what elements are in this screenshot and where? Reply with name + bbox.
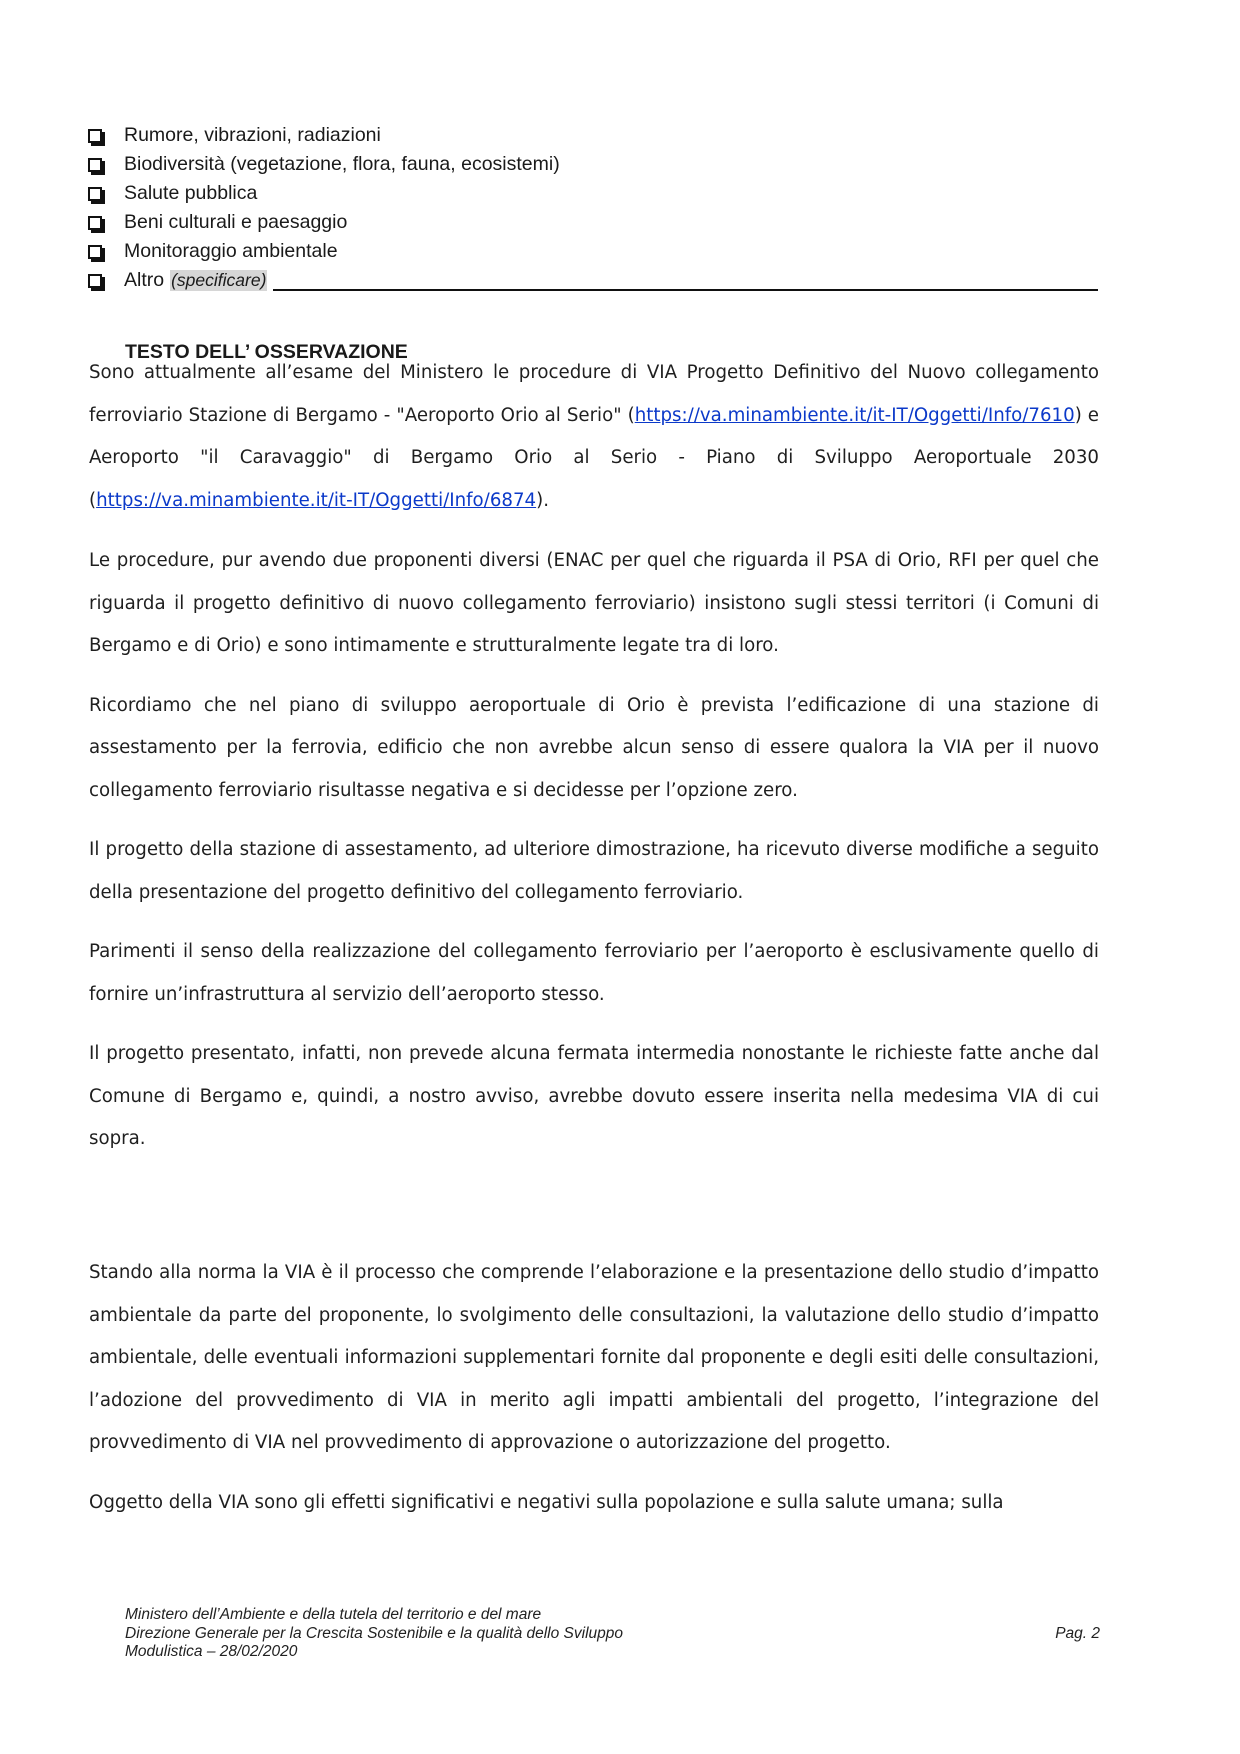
paragraph: Stando alla norma la VIA è il processo che comprende l’elaborazione e la presentazione dello studio d’impatto ambientale da parte del proponente, lo svolgimento delle consultazioni, la valutazione dello studio d’impatto ambientale, delle eventuali informazioni supplementari fornite dal proponente e degli esiti delle consultazioni, l’adozione del provvedimento di VIA in merito agli impatti ambientali del progetto, l’integrazione del provvedimento di VIA nel provvedimento di approvazione o autorizzazione del progetto. bbox=[89, 1262, 1099, 1453]
checklist-label: Monitoraggio ambientale bbox=[124, 240, 338, 262]
link-va-7610[interactable]: https://va.minambiente.it/it-IT/Oggetti/Info/7610 bbox=[634, 404, 1075, 426]
checklist-item[interactable] bbox=[88, 150, 1098, 179]
checklist-item[interactable] bbox=[88, 237, 1098, 266]
checklist-label: Rumore, vibrazioni, radiazioni bbox=[124, 124, 381, 146]
altro-label: Altro bbox=[124, 269, 165, 291]
paragraph: Il progetto della stazione di assestamento, ad ulteriore dimostrazione, ha ricevuto diverse modifiche a seguito della presentazione del progetto definitivo del collegamento ferroviario. bbox=[89, 839, 1099, 903]
observation-text-block-1 bbox=[89, 352, 1099, 1161]
paragraph bbox=[89, 352, 1099, 522]
checklist-item-altro[interactable] bbox=[88, 266, 1098, 295]
paragraph: Ricordiamo che nel piano di sviluppo aeroportuale di Orio è prevista l’edificazione di una stazione di assestamento per la ferrovia, edificio che non avrebbe alcun senso di essere qualora la VIA per il nuovo collegamento ferroviario risultasse negativa e si decidesse per l’opzione zero. bbox=[89, 694, 1099, 801]
checklist-item[interactable] bbox=[88, 121, 1098, 150]
page-footer bbox=[125, 1606, 1100, 1662]
page-number: Pag. 2 bbox=[1055, 1624, 1100, 1642]
checklist-item[interactable] bbox=[88, 208, 1098, 237]
checkbox-icon[interactable] bbox=[88, 274, 102, 288]
footer-directorate: Direzione Generale per la Crescita Sostenibile e la qualità dello Sviluppo bbox=[125, 1624, 624, 1642]
checklist-item[interactable] bbox=[88, 179, 1098, 208]
section-heading: TESTO DELL’ OSSERVAZIONE bbox=[125, 341, 408, 363]
checkbox-icon[interactable] bbox=[88, 245, 102, 259]
footer-form-date: Modulistica – 28/02/2020 bbox=[125, 1643, 298, 1660]
specify-hint: (specificare) bbox=[171, 270, 267, 290]
paragraph: Oggetto della VIA sono gli effetti significativi e negativi sulla popolazione e sulla salute umana; sulla bbox=[89, 1491, 1004, 1513]
topic-checklist bbox=[88, 121, 1098, 295]
checkbox-icon[interactable] bbox=[88, 158, 102, 172]
observation-text-block-2 bbox=[89, 1252, 1099, 1524]
footer-ministry: Ministero dell’Ambiente e della tutela del territorio e del mare bbox=[125, 1606, 542, 1623]
checklist-label: Beni culturali e paesaggio bbox=[124, 211, 348, 233]
checkbox-icon[interactable] bbox=[88, 187, 102, 201]
checklist-label: Salute pubblica bbox=[124, 182, 258, 204]
link-va-6874[interactable]: https://va.minambiente.it/it-IT/Oggetti/Info/6874 bbox=[96, 489, 537, 511]
checkbox-icon[interactable] bbox=[88, 129, 102, 143]
paragraph-text: ). bbox=[536, 489, 549, 511]
checkbox-icon[interactable] bbox=[88, 216, 102, 230]
paragraph-text: Sono attualmente all’esame del Ministero le procedure di VIA Progetto Definitivo del Nuovo collegamento ferroviario Stazione di Bergamo - "Aeroporto Orio al Serio" ( bbox=[89, 362, 1099, 426]
paragraph: Le procedure, pur avendo due proponenti diversi (ENAC per quel che riguarda il PSA di Orio, RFI per quel che riguarda il progetto definitivo di nuovo collegamento ferroviario) insistono sugli stessi territori (i Comuni di Bergamo e di Orio) e sono intimamente e strutturalmente legate tra di loro. bbox=[89, 550, 1099, 656]
paragraph: Il progetto presentato, infatti, non prevede alcuna fermata intermedia nonostante le richieste fatte anche dal Comune di Bergamo e, quindi, a nostro avviso, avrebbe dovuto essere inserita nella medesima VIA di cui sopra. bbox=[89, 1043, 1099, 1149]
checklist-label: Biodiversità (vegetazione, flora, fauna, ecosistemi) bbox=[124, 153, 560, 175]
paragraph: Parimenti il senso della realizzazione del collegamento ferroviario per l’aeroporto è esclusivamente quello di fornire un’infrastruttura al servizio dell’aeroporto stesso. bbox=[89, 941, 1099, 1005]
paragraph-text: ) e Aeroporto "il Caravaggio" di Bergamo Orio al Serio - Piano di Sviluppo Aeroportuale 2030 ( bbox=[89, 404, 1099, 511]
specify-fill-line[interactable] bbox=[273, 271, 1098, 291]
